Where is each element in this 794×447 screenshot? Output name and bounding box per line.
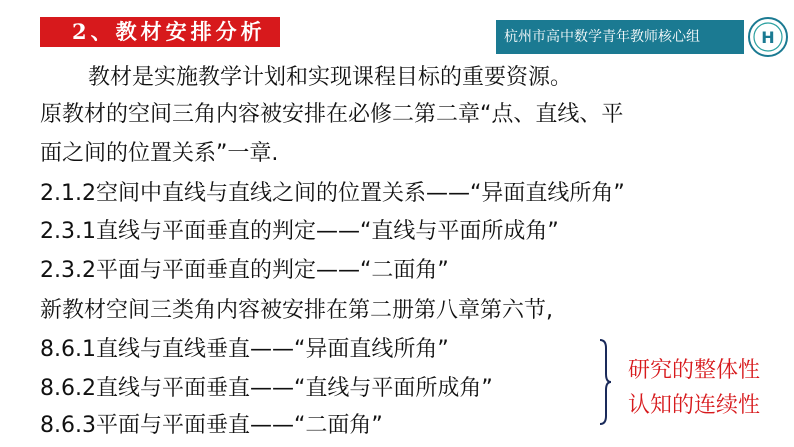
highlight-holistic: 研究的整体性 xyxy=(628,358,761,383)
right-brace xyxy=(598,338,612,426)
text-line-5: 2.3.1直线与平面垂直的判定——“直线与平面所成角” xyxy=(40,219,559,244)
text-line-2: 原教材的空间三角内容被安排在必修二第二章“点、直线、平 xyxy=(40,102,624,127)
text-line-7: 新教材空间三类角内容被安排在第二册第八章第六节, xyxy=(40,298,553,323)
text-line-4: 2.1.2空间中直线与直线之间的位置关系——“异面直线所角” xyxy=(40,181,625,206)
text-line-1: 教材是实施教学计划和实现课程目标的重要资源。 xyxy=(88,65,573,90)
organization-banner: 杭州市高中数学青年教师核心组 xyxy=(496,20,744,54)
highlight-continuity: 认知的连续性 xyxy=(628,393,761,418)
text-line-3: 面之间的位置关系”一章. xyxy=(40,141,279,166)
school-logo-icon xyxy=(747,16,789,58)
text-line-8: 8.6.1直线与直线垂直——“异面直线所角” xyxy=(40,337,449,362)
section-title: 2、教材安排分析 xyxy=(40,17,280,47)
text-line-10: 8.6.3平面与平面垂直——“二面角” xyxy=(40,413,383,438)
text-line-6: 2.3.2平面与平面垂直的判定——“二面角” xyxy=(40,258,449,283)
text-line-9: 8.6.2直线与平面垂直——“直线与平面所成角” xyxy=(40,376,493,401)
svg-text:H: H xyxy=(761,28,775,47)
